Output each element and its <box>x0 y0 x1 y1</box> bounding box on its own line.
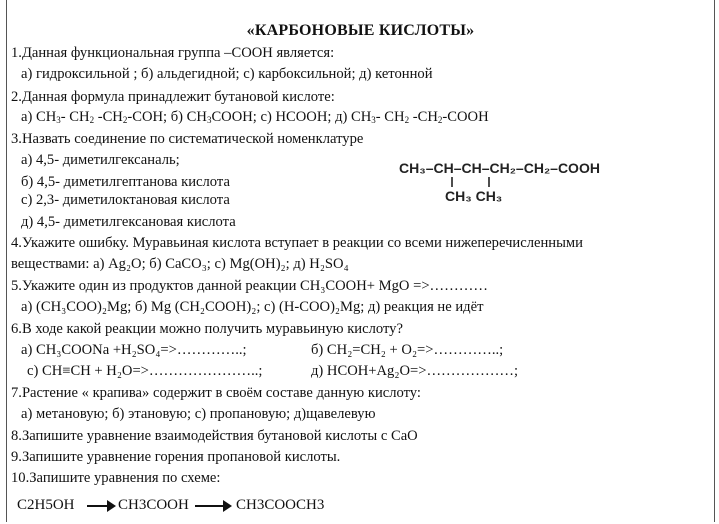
q3-question: 3.Назвать соединение по систематической номенклатуре <box>11 131 364 147</box>
scheme-compound-2: CH3COOH <box>118 497 189 513</box>
q5-question: 5.Укажите один из продуктов данной реакции CH₃COOH+ MgO =>………… <box>11 278 488 294</box>
q5-options: а) (CH₃COO)₂Mg; б) Mg (CH₂COOH)₂; с) (H-COO)₂Mg; д) реакция не идёт <box>21 299 484 315</box>
q3-option-a: а) 4,5- диметилгексаналь; <box>21 152 180 168</box>
arrow-right-icon <box>195 499 233 513</box>
scheme-compound-3: CH3COOCH3 <box>236 497 325 513</box>
q3-option-b: б) 4,5- диметилгептанова кислота <box>21 174 230 190</box>
q2-options: а) $СН_3-$ $СН_2$ $-СН_2$-СОН; б) $СН_3СООН$; с) НСООН; д) $СН_3-$ $СН_2$ $-СН_2$-СООН <box>21 109 489 125</box>
q8-question: 8.Запишите уравнение взаимодействия бутановой кислоты с CaO <box>11 428 418 444</box>
q7-options: а) метановую; б) этановую; с) пропановую; д)щавелевую <box>21 406 376 422</box>
q6-option-d: д) HCOH+Ag₂O=>………………; <box>311 363 519 379</box>
q4-question: 4.Укажите ошибку. Муравьиная кислота вступает в реакции со всеми нижеперечисленными <box>11 235 583 251</box>
formula-main-chain: CH₃–CH–CH–CH₂–CH₂–COOH <box>399 160 600 176</box>
q3-option-c: с) 2,3- диметилоктановая кислота <box>21 192 230 208</box>
formula-bonds <box>399 158 669 208</box>
q7-question: 7.Растение « крапива» содержит в своём составе данную кислоту: <box>11 385 421 401</box>
q1-question: 1.Данная функциональная группа –СООН является: <box>11 45 335 61</box>
q6-option-a: а) CH₃COONa +H₂SO₄=>…………..; <box>21 342 247 358</box>
q6-option-b: б) CH₂=CH₂ + O₂=>…………..; <box>311 342 504 358</box>
arrow-right-icon <box>87 499 117 513</box>
q6-option-c: с) CH≡CH + H₂O=>…………………..; <box>27 363 263 379</box>
scheme-compound-1: C2H5OH <box>17 497 75 513</box>
q10-question: 10.Запишите уравнения по схеме: <box>11 470 221 486</box>
q1-options: а) гидроксильной ; б) альдегидной; с) карбоксильной; д) кетонной <box>21 66 433 82</box>
q4-options: веществами: а) Ag₂O; б) CaCO₃; с) Mg(OH)₂; д) H₂SO₄ <box>11 256 349 272</box>
q2-question: 2.Данная формула принадлежит бутановой кислоте: <box>11 89 335 105</box>
reaction-scheme <box>17 494 347 520</box>
q6-question: 6.В ходе какой реакции можно получить муравьиную кислоту? <box>11 321 403 337</box>
structural-formula <box>399 158 669 208</box>
q3-option-d: д) 4,5- диметилгексановая кислота <box>21 214 236 230</box>
formula-methyl-branches: CH₃ CH₃ <box>445 188 503 204</box>
q9-question: 9.Запишите уравнение горения пропановой кислоты. <box>11 449 341 465</box>
worksheet-title: «КАРБОНОВЫЕ КИСЛОТЫ» <box>246 22 475 39</box>
worksheet <box>6 0 715 522</box>
